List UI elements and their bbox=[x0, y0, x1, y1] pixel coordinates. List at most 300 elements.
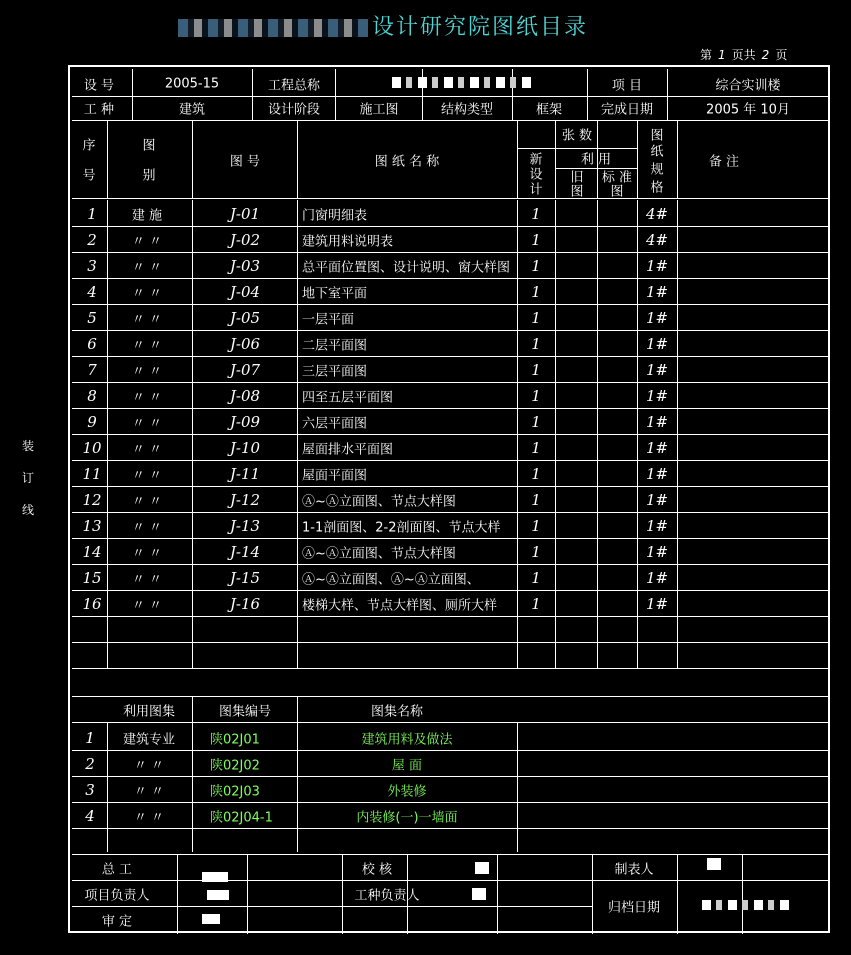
grid-line bbox=[297, 304, 298, 330]
atlas-name-header: 图集名称 bbox=[370, 704, 424, 720]
grid-line bbox=[517, 538, 518, 564]
grid-line bbox=[637, 590, 638, 616]
row-drawing-name: 二层平面图 bbox=[302, 338, 368, 354]
row-seq: 6 bbox=[87, 335, 97, 353]
grid-line bbox=[555, 460, 556, 486]
grid-line bbox=[335, 69, 336, 96]
row-drawing-no: J-13 bbox=[229, 517, 261, 535]
grid-line bbox=[297, 590, 298, 616]
row-drawing-no: J-10 bbox=[229, 439, 261, 457]
grid-line bbox=[597, 616, 598, 642]
row-drawing-no: J-07 bbox=[229, 361, 261, 379]
row-seq: 4 bbox=[87, 283, 97, 301]
grid-line bbox=[297, 722, 298, 852]
row-divider bbox=[72, 460, 830, 461]
grid-line bbox=[192, 590, 193, 616]
archive-date-label: 归档日期 bbox=[607, 900, 661, 916]
grid-line bbox=[677, 642, 678, 668]
grid-line bbox=[637, 356, 638, 382]
row-new-count: 1 bbox=[531, 361, 541, 379]
grid-line bbox=[677, 330, 678, 356]
atlas-row-divider bbox=[72, 802, 830, 803]
atlas-code: 陕02J03 bbox=[210, 784, 260, 800]
grid-line bbox=[555, 616, 556, 642]
discipline-label: 工 种 bbox=[83, 102, 115, 118]
grid-line bbox=[192, 722, 193, 852]
grid-line bbox=[517, 120, 518, 198]
paper-size-header: 纸 bbox=[650, 144, 664, 160]
paper-size-header: 格 bbox=[650, 180, 664, 196]
grid-line bbox=[517, 330, 518, 356]
row-drawing-no: J-08 bbox=[229, 387, 261, 405]
atlas-bottom bbox=[72, 854, 830, 855]
grid-line bbox=[677, 120, 678, 198]
row-new-count: 1 bbox=[531, 335, 541, 353]
atlas-code: 陕02J01 bbox=[210, 732, 260, 748]
atlas-use-header: 利用图集 bbox=[122, 704, 176, 720]
grid-line bbox=[597, 304, 598, 330]
grid-line bbox=[107, 434, 108, 460]
row-paper-size: 1# bbox=[645, 361, 669, 379]
row-category: 〃 〃 bbox=[131, 286, 163, 302]
row-category: 建 施 bbox=[131, 208, 163, 224]
row-drawing-no: J-03 bbox=[229, 257, 261, 275]
row-seq: 7 bbox=[87, 361, 97, 379]
grid-line bbox=[517, 434, 518, 460]
grid-line bbox=[677, 590, 678, 616]
grid-line bbox=[297, 512, 298, 538]
grid-line bbox=[677, 486, 678, 512]
grid-line bbox=[637, 278, 638, 304]
row-seq: 5 bbox=[87, 309, 97, 327]
grid-line bbox=[192, 408, 193, 434]
redacted-signature bbox=[202, 872, 228, 882]
atlas-seq: 4 bbox=[85, 807, 95, 825]
row-new-count: 1 bbox=[531, 543, 541, 561]
atlas-header-bottom bbox=[72, 722, 830, 723]
row-drawing-no: J-06 bbox=[229, 335, 261, 353]
row-category: 〃 〃 bbox=[131, 260, 163, 276]
grid-line bbox=[637, 616, 638, 642]
grid-line bbox=[517, 590, 518, 616]
grid-line bbox=[192, 304, 193, 330]
row-new-count: 1 bbox=[531, 387, 541, 405]
grid-line bbox=[597, 538, 598, 564]
row-new-count: 1 bbox=[531, 569, 541, 587]
row-divider bbox=[72, 278, 830, 279]
row-drawing-name: 总平面位置图、设计说明、窗大样图 bbox=[302, 260, 511, 276]
row-new-count: 1 bbox=[531, 231, 541, 249]
checked-by-label: 校 核 bbox=[361, 862, 393, 878]
row-new-count: 1 bbox=[531, 491, 541, 509]
atlas-code: 陕02J04-1 bbox=[210, 810, 273, 826]
atlas-code-header: 图集编号 bbox=[218, 704, 272, 720]
row-seq: 13 bbox=[82, 517, 102, 535]
grid-line bbox=[107, 120, 108, 198]
grid-line bbox=[297, 330, 298, 356]
row-new-count: 1 bbox=[531, 413, 541, 431]
row-new-count: 1 bbox=[531, 595, 541, 613]
row-divider bbox=[72, 434, 830, 435]
grid-line bbox=[192, 538, 193, 564]
structure-label: 结构类型 bbox=[440, 102, 494, 118]
grid-line bbox=[297, 434, 298, 460]
grid-line bbox=[107, 538, 108, 564]
grid-line bbox=[192, 486, 193, 512]
grid-line bbox=[497, 854, 498, 934]
grid-line bbox=[107, 616, 108, 642]
seq-header: 号 bbox=[82, 168, 96, 184]
grid-line bbox=[592, 854, 593, 934]
grid-line bbox=[637, 460, 638, 486]
grid-line bbox=[597, 434, 598, 460]
row-divider bbox=[72, 590, 830, 591]
row-category: 〃 〃 bbox=[131, 364, 163, 380]
row-divider bbox=[72, 512, 830, 513]
grid-line bbox=[297, 408, 298, 434]
grid-line bbox=[597, 356, 598, 382]
grid-line bbox=[555, 642, 556, 668]
stage-value: 施工图 bbox=[359, 102, 399, 118]
grid-line bbox=[597, 382, 598, 408]
redacted-signature bbox=[707, 858, 721, 870]
grid-line bbox=[597, 200, 598, 226]
atlas-name: 建筑用料及做法 bbox=[361, 732, 453, 748]
grid-line bbox=[192, 330, 193, 356]
grid-line bbox=[107, 304, 108, 330]
grid-line bbox=[107, 590, 108, 616]
completion-value: 2005 年 10月 bbox=[706, 102, 790, 118]
row-seq: 1 bbox=[87, 205, 97, 223]
remarks-header: 备 注 bbox=[708, 154, 740, 170]
item-value: 综合实训楼 bbox=[715, 78, 781, 94]
row-drawing-name: 三层平面图 bbox=[302, 364, 368, 380]
grid-line bbox=[192, 616, 193, 642]
grid-line bbox=[677, 382, 678, 408]
category-header: 图 bbox=[142, 138, 156, 154]
grid-line bbox=[192, 120, 193, 198]
row-drawing-name: 门窗明细表 bbox=[302, 208, 368, 224]
new-design-header: 计 bbox=[529, 182, 543, 198]
grid-line bbox=[192, 356, 193, 382]
grid-line bbox=[517, 460, 518, 486]
grid-line bbox=[192, 642, 193, 668]
row-paper-size: 1# bbox=[645, 517, 669, 535]
grid-line bbox=[517, 722, 518, 852]
grid-line bbox=[517, 278, 518, 304]
row-drawing-no: J-16 bbox=[229, 595, 261, 613]
grid-line bbox=[555, 278, 556, 304]
old-drawing-header: 旧 bbox=[570, 170, 584, 186]
row-category: 〃 〃 bbox=[131, 312, 163, 328]
grid-line bbox=[192, 564, 193, 590]
redacted-archive-date bbox=[702, 900, 792, 910]
grid-line bbox=[677, 616, 678, 642]
footer-divider bbox=[342, 906, 592, 907]
grid-line bbox=[555, 200, 556, 226]
grid-line bbox=[555, 356, 556, 382]
grid-line bbox=[555, 330, 556, 356]
grid-line bbox=[297, 382, 298, 408]
row-category: 〃 〃 bbox=[131, 572, 163, 588]
row-category: 〃 〃 bbox=[131, 442, 163, 458]
atlas-seq: 1 bbox=[85, 729, 95, 747]
atlas-top bbox=[72, 696, 830, 697]
stage-label: 设计阶段 bbox=[267, 102, 321, 118]
redacted-signature bbox=[202, 914, 220, 924]
atlas-name: 屋 面 bbox=[391, 758, 423, 774]
grid-line bbox=[677, 460, 678, 486]
grid-line bbox=[555, 382, 556, 408]
grid-line bbox=[637, 538, 638, 564]
atlas-seq: 2 bbox=[85, 755, 95, 773]
grid-line bbox=[637, 486, 638, 512]
redacted-signature bbox=[207, 890, 229, 900]
grid-line bbox=[107, 564, 108, 590]
row-category: 〃 〃 bbox=[131, 546, 163, 562]
atlas-seq: 3 bbox=[85, 781, 95, 799]
atlas-code: 陕02J02 bbox=[210, 758, 260, 774]
row-paper-size: 1# bbox=[645, 309, 669, 327]
row-seq: 12 bbox=[82, 491, 102, 509]
grid-line bbox=[107, 642, 108, 668]
grid-line bbox=[192, 226, 193, 252]
row-seq: 15 bbox=[82, 569, 102, 587]
row-divider bbox=[72, 642, 830, 643]
grid-line bbox=[192, 696, 193, 722]
redacted-name bbox=[178, 19, 368, 37]
grid-line bbox=[107, 330, 108, 356]
grid-line bbox=[677, 538, 678, 564]
grid-line bbox=[555, 512, 556, 538]
grid-line bbox=[192, 200, 193, 226]
row-drawing-no: J-15 bbox=[229, 569, 261, 587]
row-seq: 2 bbox=[87, 231, 97, 249]
column-header-bottom bbox=[72, 198, 830, 199]
grid-line bbox=[132, 69, 133, 96]
row-seq: 9 bbox=[87, 413, 97, 431]
grid-line bbox=[597, 278, 598, 304]
grid-line bbox=[597, 330, 598, 356]
grid-line bbox=[297, 564, 298, 590]
grid-line bbox=[597, 512, 598, 538]
row-drawing-no: J-01 bbox=[229, 205, 261, 223]
row-drawing-name: 六层平面图 bbox=[302, 416, 368, 432]
footer-divider bbox=[72, 880, 830, 881]
row-category: 〃 〃 bbox=[131, 338, 163, 354]
grid-line bbox=[677, 278, 678, 304]
grid-line bbox=[252, 69, 253, 96]
grid-line bbox=[297, 252, 298, 278]
row-paper-size: 1# bbox=[645, 491, 669, 509]
row-seq: 10 bbox=[82, 439, 102, 457]
row-paper-size: 1# bbox=[645, 413, 669, 431]
row-paper-size: 1# bbox=[645, 439, 669, 457]
grid-line bbox=[637, 382, 638, 408]
grid-line bbox=[252, 96, 253, 120]
row-drawing-name: Ⓐ~Ⓐ立面图、节点大样图 bbox=[302, 546, 456, 562]
row-seq: 16 bbox=[82, 595, 102, 613]
grid-line bbox=[192, 512, 193, 538]
grid-line bbox=[422, 96, 423, 120]
sheets-header: 张 数 bbox=[561, 128, 593, 144]
seq-header: 序 bbox=[82, 138, 96, 154]
project-label: 工程总称 bbox=[267, 78, 321, 94]
row-paper-size: 4# bbox=[645, 205, 669, 223]
row-drawing-name: 四至五层平面图 bbox=[302, 390, 394, 406]
grid-line bbox=[517, 564, 518, 590]
row-drawing-name: Ⓐ~Ⓐ立面图、Ⓐ~Ⓐ立面图、 bbox=[302, 572, 480, 588]
grid-line bbox=[597, 460, 598, 486]
row-drawing-name: 地下室平面 bbox=[302, 286, 368, 302]
row-new-count: 1 bbox=[531, 205, 541, 223]
grid-line bbox=[637, 434, 638, 460]
row-seq: 3 bbox=[87, 257, 97, 275]
atlas-category: 建筑专业 bbox=[122, 732, 176, 748]
grid-line bbox=[555, 434, 556, 460]
grid-line bbox=[555, 486, 556, 512]
redacted-project-name bbox=[392, 77, 532, 88]
grid-line bbox=[555, 538, 556, 564]
redacted-signature bbox=[472, 888, 486, 900]
grid-line bbox=[132, 96, 133, 120]
grid-line bbox=[297, 486, 298, 512]
grid-line bbox=[297, 616, 298, 642]
grid-line bbox=[517, 408, 518, 434]
grid-line bbox=[297, 642, 298, 668]
row-paper-size: 1# bbox=[645, 543, 669, 561]
row-drawing-no: J-04 bbox=[229, 283, 261, 301]
redacted-signature bbox=[475, 862, 489, 874]
grid-line bbox=[555, 226, 556, 252]
grid-line bbox=[597, 590, 598, 616]
grid-line bbox=[192, 434, 193, 460]
grid-line bbox=[677, 564, 678, 590]
grid-line bbox=[512, 96, 513, 120]
grid-line bbox=[597, 252, 598, 278]
grid-line bbox=[555, 408, 556, 434]
row-paper-size: 1# bbox=[645, 257, 669, 275]
row-drawing-name: 屋面平面图 bbox=[302, 468, 368, 484]
grid-line bbox=[107, 200, 108, 226]
row-category: 〃 〃 bbox=[131, 468, 163, 484]
discipline-lead-label: 工种负责人 bbox=[354, 888, 420, 904]
grid-line bbox=[107, 408, 108, 434]
row-category: 〃 〃 bbox=[131, 416, 163, 432]
row-divider bbox=[72, 408, 830, 409]
grid-line bbox=[517, 642, 518, 668]
grid-line bbox=[107, 460, 108, 486]
page-title: 设计研究院图纸目录 bbox=[178, 10, 588, 41]
row-category: 〃 〃 bbox=[131, 234, 163, 250]
row-category: 〃 〃 bbox=[131, 390, 163, 406]
row-divider bbox=[72, 564, 830, 565]
grid-line bbox=[107, 722, 108, 852]
made-by-label: 制表人 bbox=[614, 862, 654, 878]
grid-line bbox=[597, 564, 598, 590]
grid-line bbox=[637, 564, 638, 590]
grid-line bbox=[555, 564, 556, 590]
header-divider-1 bbox=[72, 96, 830, 97]
category-header: 别 bbox=[142, 168, 156, 184]
row-drawing-no: J-02 bbox=[229, 231, 261, 249]
row-new-count: 1 bbox=[531, 309, 541, 327]
grid-line bbox=[677, 854, 678, 934]
row-divider bbox=[72, 304, 830, 305]
paper-size-header: 规 bbox=[650, 162, 664, 178]
grid-line bbox=[637, 408, 638, 434]
page-info: 第 1 页共 2 页 bbox=[700, 48, 788, 62]
approved-by-label: 审 定 bbox=[101, 914, 133, 930]
row-category: 〃 〃 bbox=[131, 520, 163, 536]
grid-line bbox=[637, 642, 638, 668]
row-new-count: 1 bbox=[531, 439, 541, 457]
row-drawing-name: 建筑用料说明表 bbox=[302, 234, 394, 250]
grid-line bbox=[637, 304, 638, 330]
row-divider bbox=[72, 382, 830, 383]
grid-line bbox=[107, 252, 108, 278]
grid-line bbox=[555, 252, 556, 278]
row-drawing-name: 一层平面 bbox=[302, 312, 355, 328]
grid-line bbox=[192, 460, 193, 486]
grid-line bbox=[555, 304, 556, 330]
atlas-row-divider bbox=[72, 828, 830, 829]
row-seq: 8 bbox=[87, 387, 97, 405]
grid-line bbox=[742, 854, 743, 934]
row-new-count: 1 bbox=[531, 257, 541, 275]
row-drawing-no: J-14 bbox=[229, 543, 261, 561]
chief-engineer-label: 总 工 bbox=[101, 862, 133, 878]
row-seq: 14 bbox=[82, 543, 102, 561]
grid-line bbox=[297, 460, 298, 486]
row-drawing-name: 1-1剖面图、2-2剖面图、节点大样 bbox=[302, 520, 501, 536]
grid-line bbox=[192, 252, 193, 278]
grid-line bbox=[107, 486, 108, 512]
row-divider bbox=[72, 330, 830, 331]
row-drawing-name: 屋面排水平面图 bbox=[302, 442, 394, 458]
grid-line bbox=[637, 120, 638, 198]
grid-line bbox=[107, 278, 108, 304]
standard-drawing-header: 图 bbox=[610, 184, 624, 200]
design-no-label: 设 号 bbox=[83, 78, 115, 94]
grid-line bbox=[677, 200, 678, 226]
row-new-count: 1 bbox=[531, 465, 541, 483]
design-no-value: 2005-15 bbox=[164, 76, 220, 92]
grid-line bbox=[517, 486, 518, 512]
grid-line bbox=[667, 96, 668, 120]
grid-line bbox=[637, 226, 638, 252]
row-seq: 11 bbox=[82, 465, 102, 483]
grid-line bbox=[517, 252, 518, 278]
row-paper-size: 1# bbox=[645, 283, 669, 301]
row-paper-size: 1# bbox=[645, 569, 669, 587]
row-paper-size: 1# bbox=[645, 335, 669, 353]
atlas-name: 内装修(一)一墙面 bbox=[356, 810, 458, 826]
grid-line bbox=[247, 854, 248, 934]
row-category: 〃 〃 bbox=[131, 494, 163, 510]
grid-line bbox=[517, 616, 518, 642]
grid-line bbox=[297, 120, 298, 198]
row-drawing-name: Ⓐ~Ⓐ立面图、节点大样图 bbox=[302, 494, 456, 510]
grid-line bbox=[107, 356, 108, 382]
row-drawing-no: J-09 bbox=[229, 413, 261, 431]
grid-line bbox=[107, 512, 108, 538]
row-drawing-no: J-11 bbox=[229, 465, 261, 483]
row-divider bbox=[72, 486, 830, 487]
drawing-name-header: 图 纸 名 称 bbox=[374, 154, 440, 170]
drawing-no-header: 图 号 bbox=[229, 154, 261, 170]
header-divider-2 bbox=[72, 120, 830, 121]
